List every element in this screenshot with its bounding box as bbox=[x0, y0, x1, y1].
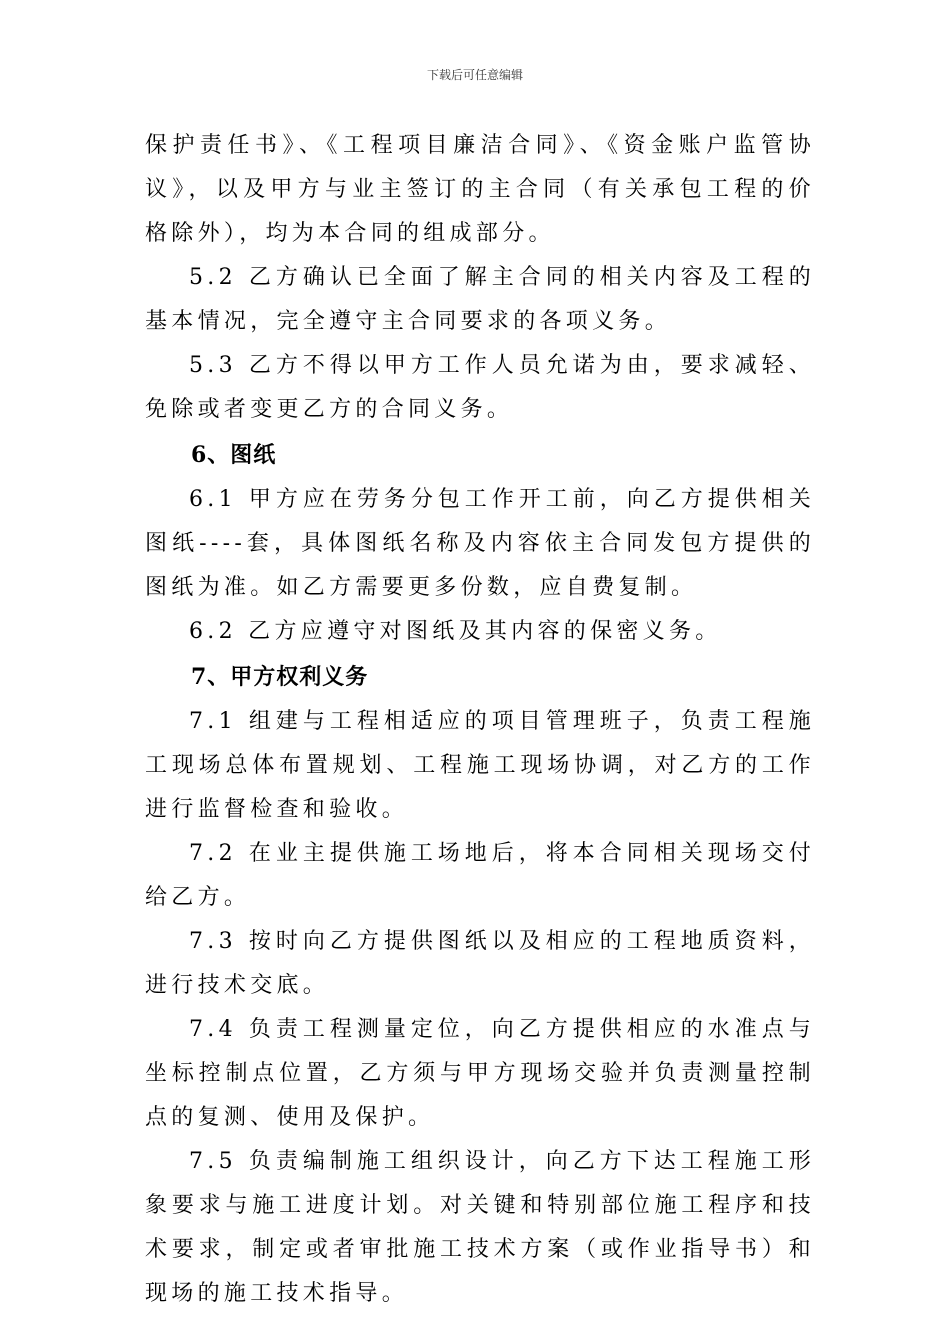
paragraph-6-1: 6.1 甲方应在劳务分包工作开工前，向乙方提供相关图纸----套，具体图纸名称及内容依主合同发包方提供的图纸为准。如乙方需要更多份数，应自费复制。 bbox=[145, 487, 815, 600]
section-heading-6: 6、图纸 bbox=[191, 442, 277, 468]
paragraph-5-1-continued: 保护责任书》、《工程项目廉洁合同》、《资金账户监管协议》，以及甲方与业主签订的主合同（有关承包工程的价格除外），均为本合同的组成部分。 bbox=[145, 133, 815, 246]
page-header: 下载后可任意编辑 bbox=[426, 68, 523, 82]
paragraph-7-4: 7.4 负责工程测量定位，向乙方提供相应的水准点与坐标控制点位置，乙方须与甲方现场交验并负责测量控制点的复测、使用及保护。 bbox=[145, 1017, 815, 1130]
document-body bbox=[145, 124, 815, 1316]
section-heading-7: 7、甲方权利义务 bbox=[191, 664, 369, 690]
paragraph-7-3: 7.3 按时向乙方提供图纸以及相应的工程地质资料，进行技术交底。 bbox=[145, 929, 815, 998]
paragraph-7-2: 7.2 在业主提供施工场地后，将本合同相关现场交付给乙方。 bbox=[145, 841, 815, 910]
paragraph-5-3: 5.3 乙方不得以甲方工作人员允诺为由，要求减轻、免除或者变更乙方的合同义务。 bbox=[145, 353, 815, 422]
paragraph-6-2: 6.2 乙方应遵守对图纸及其内容的保密义务。 bbox=[189, 619, 722, 644]
paragraph-7-5: 7.5 负责编制施工组织设计，向乙方下达工程施工形象要求与施工进度计划。对关键和特别部位施工程序和技术要求，制定或者审批施工技术方案（或作业指导书）和现场的施工技术指导。 bbox=[145, 1149, 815, 1306]
paragraph-7-1: 7.1 组建与工程相适应的项目管理班子，负责工程施工现场总体布置规划、工程施工现场协调，对乙方的工作进行监督检查和验收。 bbox=[145, 709, 815, 822]
paragraph-5-2: 5.2 乙方确认已全面了解主合同的相关内容及工程的基本情况，完全遵守主合同要求的各项义务。 bbox=[145, 265, 815, 334]
